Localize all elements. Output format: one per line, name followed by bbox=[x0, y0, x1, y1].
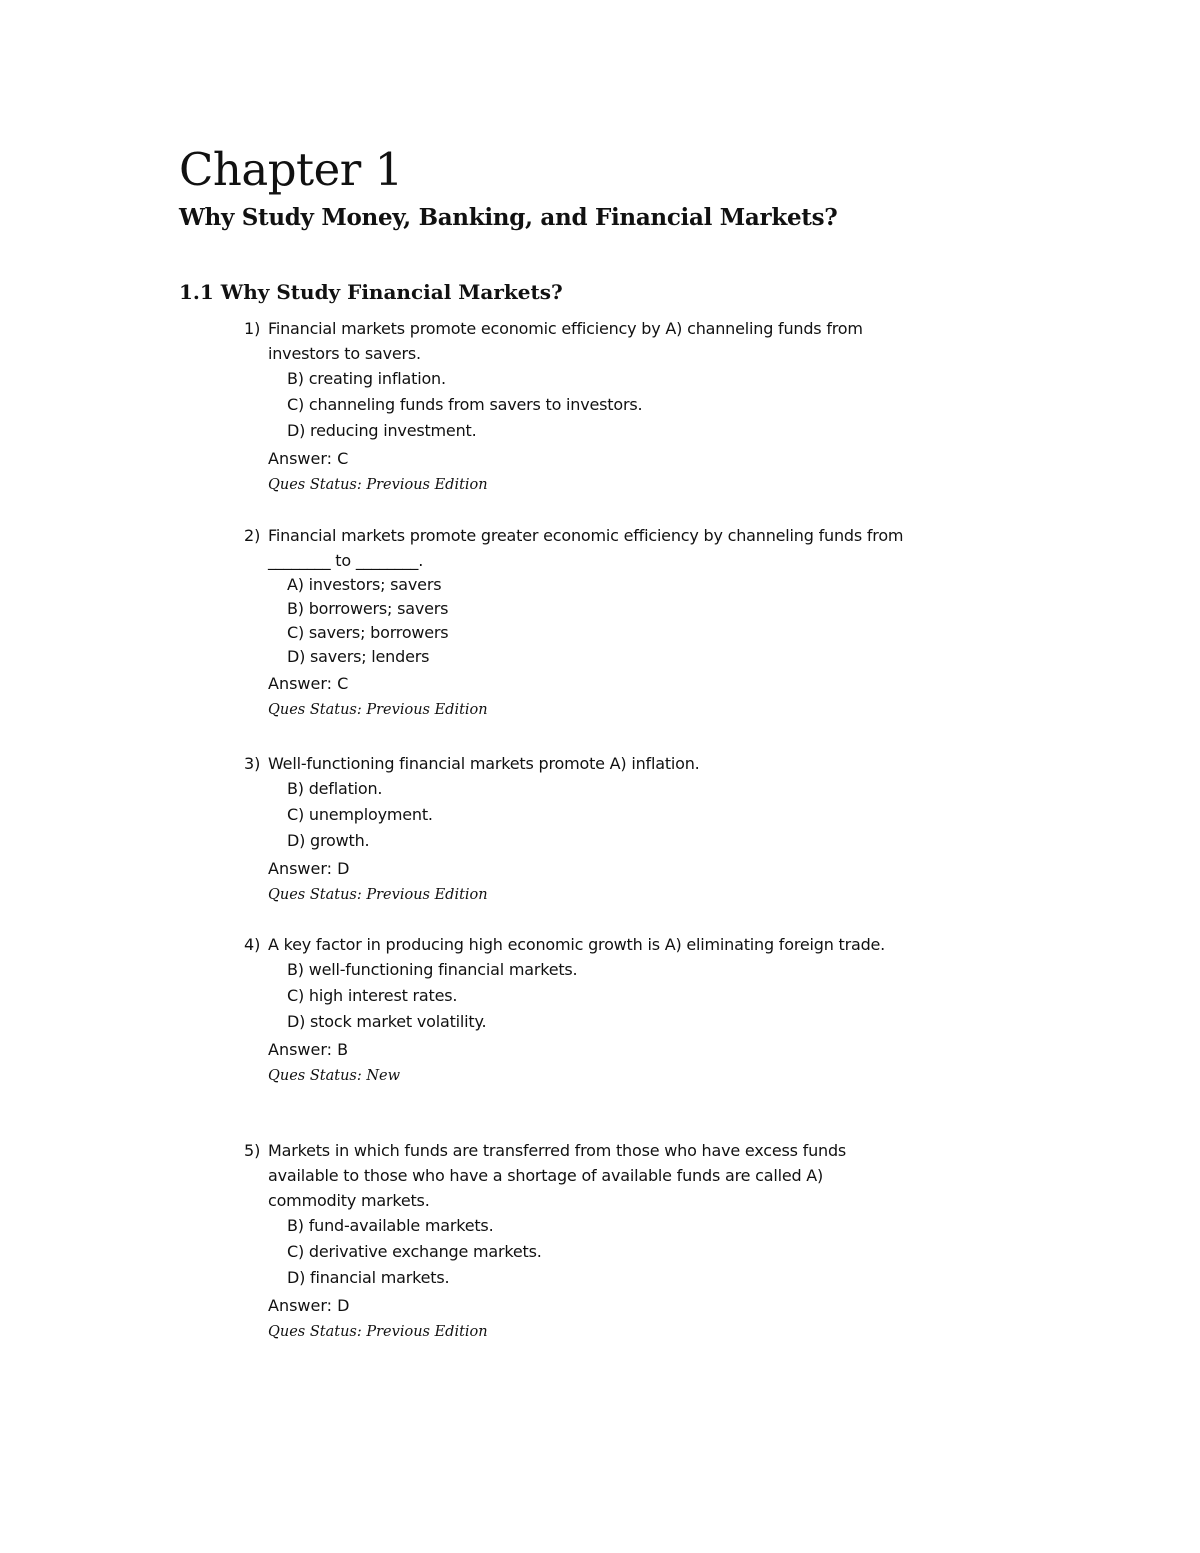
question-status: Ques Status: Previous Edition bbox=[268, 1324, 488, 1340]
choice-c: C) derivative exchange markets. bbox=[287, 1242, 542, 1261]
answer: Answer: C bbox=[268, 449, 349, 468]
answer: Answer: C bbox=[268, 674, 349, 693]
question-stem bbox=[244, 751, 904, 776]
choice-a: A) investors; savers bbox=[287, 575, 442, 594]
choice-list bbox=[287, 957, 904, 1035]
question-text: Financial markets promote greater economic efficiency by channeling funds from ________ to ________. bbox=[268, 526, 904, 570]
choice-d: D) financial markets. bbox=[287, 1268, 450, 1287]
choice-c: C) high interest rates. bbox=[287, 986, 458, 1005]
question-stem bbox=[244, 316, 904, 366]
choice-c: C) channeling funds from savers to investors. bbox=[287, 395, 643, 414]
question-stem bbox=[244, 932, 904, 957]
question-stem bbox=[244, 1138, 904, 1213]
question-stem bbox=[244, 523, 904, 573]
question-text: Well-functioning financial markets promote A) inflation. bbox=[268, 754, 700, 773]
answer: Answer: D bbox=[268, 1296, 350, 1315]
choice-c: C) savers; borrowers bbox=[287, 623, 449, 642]
choice-b: B) creating inflation. bbox=[287, 369, 446, 388]
question-status: Ques Status: Previous Edition bbox=[268, 887, 488, 903]
choice-d: D) savers; lenders bbox=[287, 647, 430, 666]
choice-d: D) growth. bbox=[287, 831, 370, 850]
choice-list bbox=[287, 776, 904, 854]
question-number: 2) bbox=[244, 526, 261, 545]
choice-b: B) well-functioning financial markets. bbox=[287, 960, 578, 979]
choice-b: B) fund-available markets. bbox=[287, 1216, 494, 1235]
question-3 bbox=[244, 751, 904, 908]
question-2 bbox=[244, 523, 904, 723]
question-status: Ques Status: Previous Edition bbox=[268, 477, 488, 493]
choice-d: D) stock market volatility. bbox=[287, 1012, 487, 1031]
question-number: 5) bbox=[244, 1141, 261, 1160]
choice-list bbox=[287, 366, 904, 444]
question-text: A key factor in producing high economic growth is A) eliminating foreign trade. bbox=[268, 935, 886, 954]
chapter-subtitle: Why Study Money, Banking, and Financial Markets? bbox=[179, 204, 838, 231]
chapter-title: Chapter 1 bbox=[179, 143, 403, 196]
question-text: Financial markets promote economic efficiency by A) channeling funds from investors to savers. bbox=[268, 319, 863, 363]
choice-d: D) reducing investment. bbox=[287, 421, 477, 440]
question-1 bbox=[244, 316, 904, 498]
section-heading: 1.1 Why Study Financial Markets? bbox=[179, 280, 563, 304]
question-4 bbox=[244, 932, 904, 1089]
answer: Answer: D bbox=[268, 859, 350, 878]
question-5 bbox=[244, 1138, 904, 1345]
choice-list bbox=[287, 573, 904, 669]
choice-c: C) unemployment. bbox=[287, 805, 433, 824]
question-number: 1) bbox=[244, 319, 261, 338]
question-status: Ques Status: New bbox=[268, 1068, 401, 1084]
question-number: 4) bbox=[244, 935, 261, 954]
question-status: Ques Status: Previous Edition bbox=[268, 702, 488, 718]
choice-list bbox=[287, 1213, 904, 1291]
question-number: 3) bbox=[244, 754, 261, 773]
question-text: Markets in which funds are transferred from those who have excess funds available to those who have a shortage of available funds are called A) commodity markets. bbox=[268, 1141, 847, 1210]
choice-b: B) borrowers; savers bbox=[287, 599, 449, 618]
answer: Answer: B bbox=[268, 1040, 349, 1059]
choice-b: B) deflation. bbox=[287, 779, 383, 798]
